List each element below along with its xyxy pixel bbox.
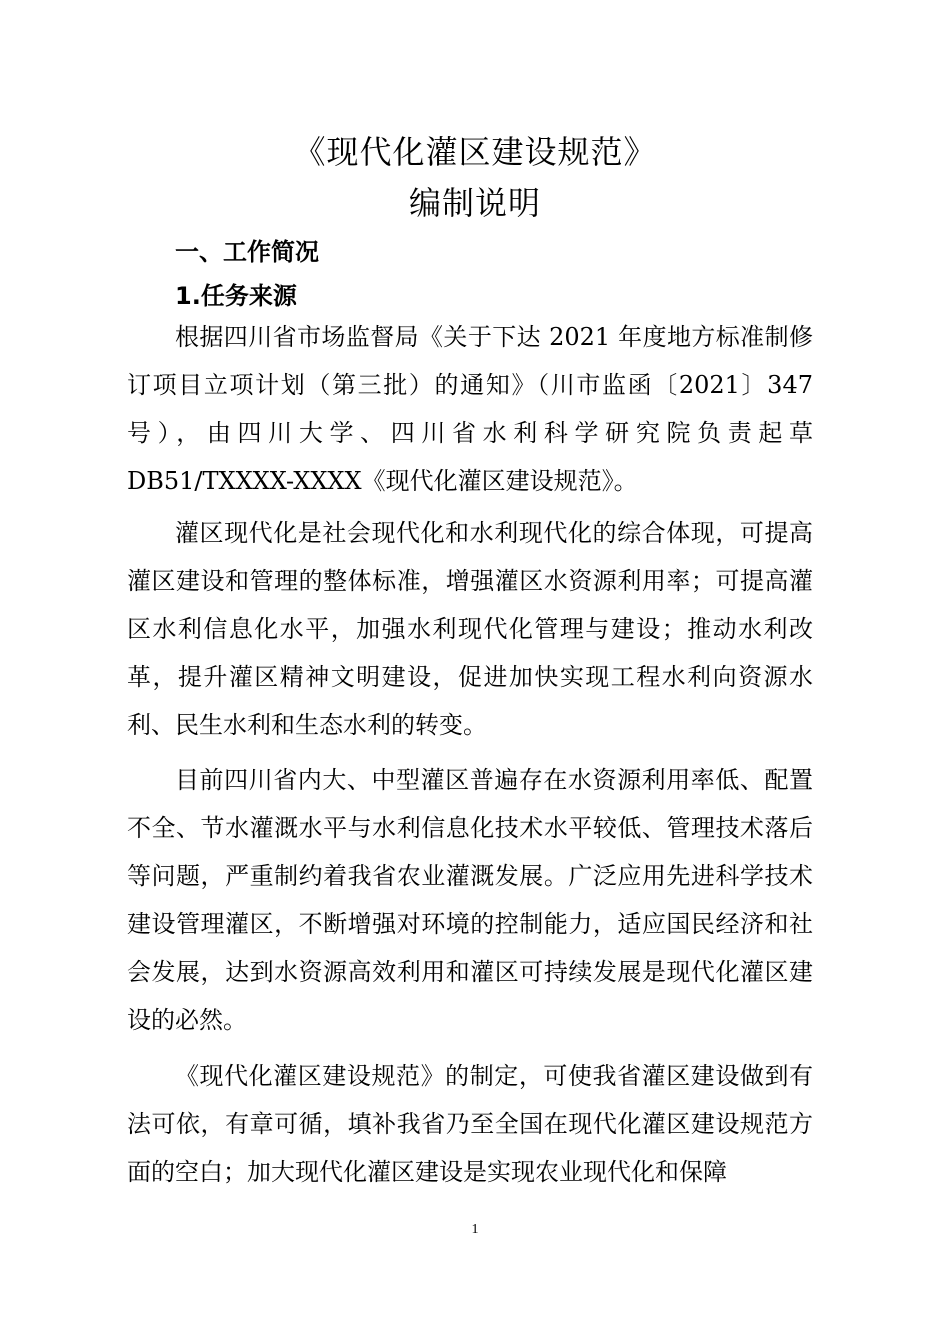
document-subtitle: 编制说明: [408, 184, 541, 222]
body-paragraph: 《现代化灌区建设规范》的制定，可使我省灌区建设做到有法可依，有章可循，填补我省乃至全国在现代化灌区建设规范方面的空白；加大现代化灌区建设是实现农业现代化和保障: [127, 1062, 813, 1186]
section-heading: 一、工作简况: [175, 238, 319, 266]
page-number: 1: [471, 1222, 479, 1237]
body-paragraph: 根据四川省市场监督局《关于下达 2021 年度地方标准制修订项目立项计划（第三批）的通知》（川市监函〔2021〕347号），由四川大学、四川省水利科学研究院负责起草DB51/TXXXX-XXXX《现代化灌区建设规范》。: [127, 323, 813, 495]
document-title: 《现代化灌区建设规范》: [293, 133, 657, 171]
body-paragraph: 目前四川省内大、中型灌区普遍存在水资源利用率低、配置不全、节水灌溉水平与水利信息化技术水平较低、管理技术落后等问题，严重制约着我省农业灌溉发展。广泛应用先进科学技术建设管理灌区，不断增强对环境的控制能力，适应国民经济和社会发展，达到水资源高效利用和灌区可持续发展是现代化灌区建设的必然。: [127, 766, 813, 1034]
body-paragraph: 灌区现代化是社会现代化和水利现代化的综合体现，可提高灌区建设和管理的整体标准，增强灌区水资源利用率；可提高灌区水利信息化水平，加强水利现代化管理与建设；推动水利改革，提升灌区精神文明建设，促进加快实现工程水利向资源水利、民生水利和生态水利的转变。: [127, 519, 813, 739]
subsection-heading: 1.任务来源: [175, 282, 297, 310]
